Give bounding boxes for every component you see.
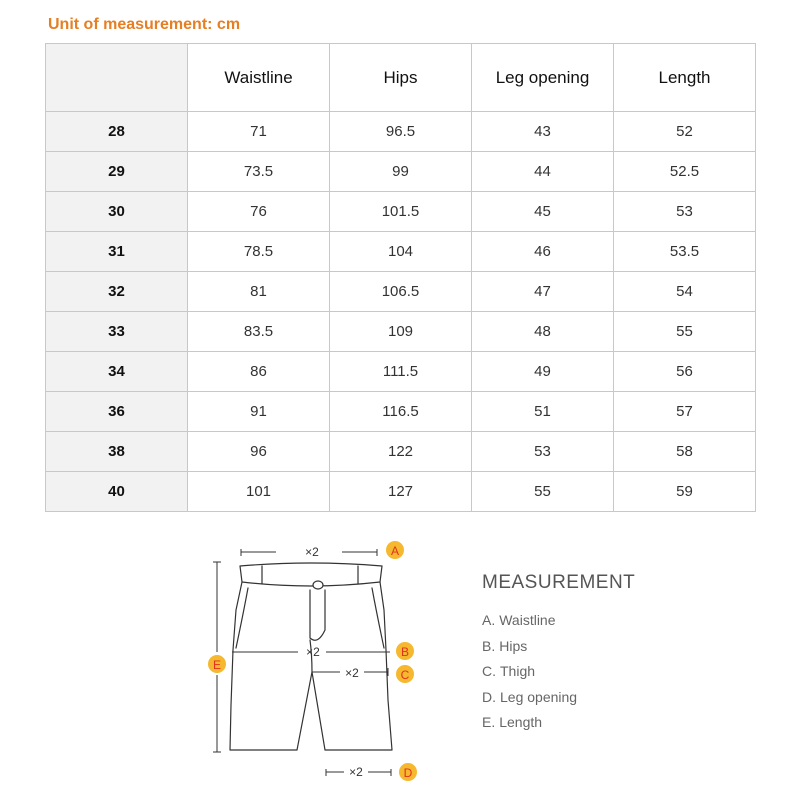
leg-opening-cell: 44 bbox=[472, 152, 614, 192]
leg-opening-cell: 46 bbox=[472, 232, 614, 272]
waistline-cell: 73.5 bbox=[188, 152, 330, 192]
marker-b bbox=[396, 642, 414, 660]
table-row bbox=[46, 432, 756, 472]
size-chart-table bbox=[45, 43, 756, 512]
size-cell: 33 bbox=[46, 312, 188, 352]
table-row bbox=[46, 192, 756, 232]
unit-of-measurement-label: Unit of measurement: cm bbox=[48, 16, 241, 33]
hips-cell: 99 bbox=[330, 152, 472, 192]
hips-times-label: ×2 bbox=[306, 645, 320, 659]
hips-cell: 101.5 bbox=[330, 192, 472, 232]
legend-label: Thigh bbox=[500, 663, 536, 680]
button-icon bbox=[313, 581, 323, 589]
waistline-cell: 71 bbox=[188, 112, 330, 152]
table-header-row bbox=[46, 44, 756, 112]
size-cell: 28 bbox=[46, 112, 188, 152]
svg-text:B: B bbox=[400, 645, 410, 659]
legend-item-thigh bbox=[482, 659, 635, 685]
size-cell: 38 bbox=[46, 432, 188, 472]
legend-title: MEASUREMENT bbox=[482, 572, 636, 593]
table-row bbox=[46, 152, 756, 192]
length-cell: 57 bbox=[614, 392, 756, 432]
waistline-cell: 78.5 bbox=[188, 232, 330, 272]
length-cell: 52 bbox=[614, 112, 756, 152]
table-header-corner bbox=[46, 44, 188, 112]
length-cell: 59 bbox=[614, 472, 756, 512]
leg-opening-cell: 51 bbox=[472, 392, 614, 432]
shorts-waistband bbox=[240, 563, 382, 586]
waistline-cell: 101 bbox=[188, 472, 330, 512]
legend-letter: C. bbox=[482, 663, 496, 680]
thigh-times-label: ×2 bbox=[345, 666, 359, 680]
marker-a bbox=[386, 541, 404, 559]
table-header-leg-opening: Leg opening bbox=[472, 44, 614, 112]
legend-item-leg-opening bbox=[482, 685, 635, 711]
legend-label: Length bbox=[499, 714, 543, 731]
hips-cell: 109 bbox=[330, 312, 472, 352]
legend-label: Leg opening bbox=[500, 688, 578, 705]
waistline-cell: 76 bbox=[188, 192, 330, 232]
waistline-cell: 91 bbox=[188, 392, 330, 432]
size-cell: 31 bbox=[46, 232, 188, 272]
table-row bbox=[46, 112, 756, 152]
table-row bbox=[46, 352, 756, 392]
marker-c bbox=[396, 665, 414, 683]
table-header-waistline: Waistline bbox=[188, 44, 330, 112]
size-cell: 40 bbox=[46, 472, 188, 512]
leg-opening-cell: 49 bbox=[472, 352, 614, 392]
hips-cell: 116.5 bbox=[330, 392, 472, 432]
length-cell: 53.5 bbox=[614, 232, 756, 272]
waistline-cell: 86 bbox=[188, 352, 330, 392]
hips-cell: 106.5 bbox=[330, 272, 472, 312]
length-cell: 56 bbox=[614, 352, 756, 392]
size-cell: 36 bbox=[46, 392, 188, 432]
table-header-hips: Hips bbox=[330, 44, 472, 112]
svg-text:D: D bbox=[403, 766, 413, 780]
svg-text:A: A bbox=[390, 544, 400, 558]
fly-seam bbox=[310, 590, 325, 640]
waistline-cell: 81 bbox=[188, 272, 330, 312]
leg-opening-cell: 48 bbox=[472, 312, 614, 352]
table-row bbox=[46, 232, 756, 272]
leg-opening-cell: 55 bbox=[472, 472, 614, 512]
hips-cell: 111.5 bbox=[330, 352, 472, 392]
size-cell: 34 bbox=[46, 352, 188, 392]
legend-item-hips bbox=[482, 634, 635, 660]
waistline-cell: 83.5 bbox=[188, 312, 330, 352]
size-cell: 30 bbox=[46, 192, 188, 232]
leg-times-label: ×2 bbox=[349, 765, 363, 779]
table-row bbox=[46, 472, 756, 512]
length-cell: 58 bbox=[614, 432, 756, 472]
legend-item-length bbox=[482, 710, 635, 736]
marker-d bbox=[399, 763, 417, 781]
svg-text:C: C bbox=[400, 668, 410, 682]
legend-letter: D. bbox=[482, 688, 496, 705]
svg-text:E: E bbox=[212, 658, 222, 672]
legend-letter: E. bbox=[482, 714, 496, 731]
left-pocket bbox=[236, 588, 248, 648]
hips-cell: 122 bbox=[330, 432, 472, 472]
length-cell: 55 bbox=[614, 312, 756, 352]
table-header-length: Length bbox=[614, 44, 756, 112]
waist-times-label: ×2 bbox=[305, 545, 319, 559]
marker-e bbox=[208, 655, 226, 673]
leg-opening-cell: 47 bbox=[472, 272, 614, 312]
size-cell: 32 bbox=[46, 272, 188, 312]
length-cell: 53 bbox=[614, 192, 756, 232]
leg-opening-cell: 53 bbox=[472, 432, 614, 472]
measurement-legend bbox=[482, 572, 635, 736]
legend-letter: B. bbox=[482, 637, 496, 654]
legend-letter: A. bbox=[482, 612, 496, 628]
table-row bbox=[46, 272, 756, 312]
hips-cell: 104 bbox=[330, 232, 472, 272]
leg-opening-cell: 43 bbox=[472, 112, 614, 152]
length-cell: 52.5 bbox=[614, 152, 756, 192]
table-row bbox=[46, 312, 756, 352]
legend-label: Hips bbox=[499, 637, 528, 654]
waistline-cell: 96 bbox=[188, 432, 330, 472]
length-cell: 54 bbox=[614, 272, 756, 312]
shorts-outline bbox=[230, 582, 392, 750]
hips-cell: 96.5 bbox=[330, 112, 472, 152]
legend-label: Waistline bbox=[499, 612, 556, 628]
hips-cell: 127 bbox=[330, 472, 472, 512]
shorts-measurement-diagram bbox=[200, 535, 430, 790]
table-row bbox=[46, 392, 756, 432]
size-cell: 29 bbox=[46, 152, 188, 192]
leg-opening-cell: 45 bbox=[472, 192, 614, 232]
legend-item-waistline bbox=[482, 608, 635, 634]
